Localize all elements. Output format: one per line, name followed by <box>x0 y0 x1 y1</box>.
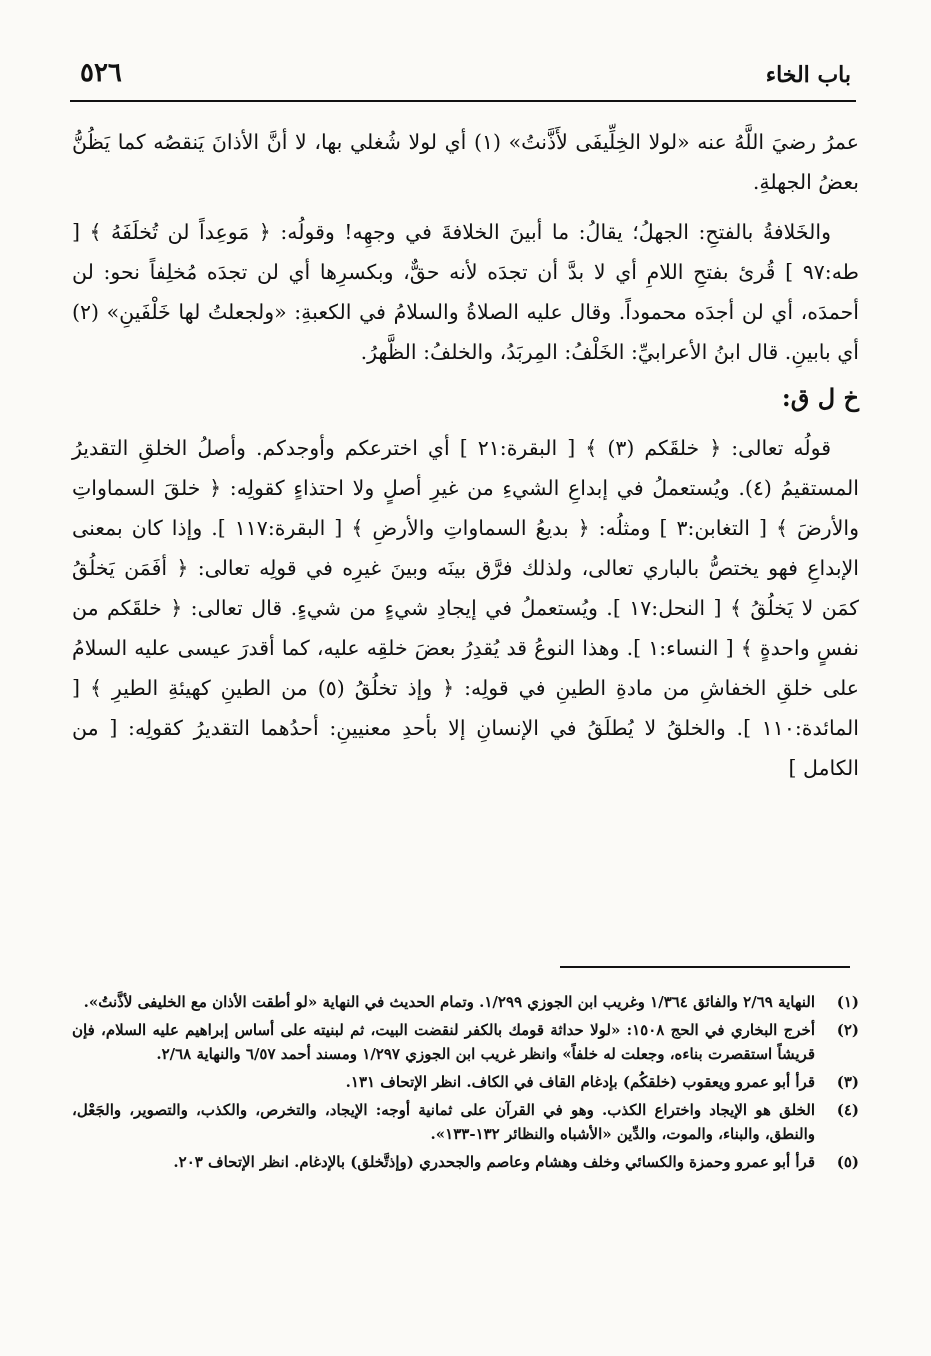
main-text <box>72 122 859 788</box>
paragraph-3: قولُه تعالى: ﴿ خلقَكم (٣) ﴾ [ البقرة:٢١ ] أي اخترعكم وأوجدكم. وأصلُ الخلقِ التقديرُ المستقيمُ (٤). ويُستعملُ في إبداعِ الشيءِ من غيرِ أصلٍ ولا احتذاءٍ كقولِه: ﴿ خلقَ السماواتِ والأرضَ ﴾ [ التغابن:٣ ] ومثلُه: ﴿ بديعُ السماواتِ والأرضِ ﴾ [ البقرة:١١٧ ]. وإذا كان بمعنى الإبداعِ فهو يختصُّ بالباري تعالى، ولذلك فرَّق بينَه وبينَ غيرِه في قولِه تعالى: ﴿ أفَمَن يَخلُقُ كمَن لا يَخلُقُ ﴾ [ النحل:١٧ ]. ويُستعملُ في إيجادِ شيءٍ من شيءٍ. قال تعالى: ﴿ خلقَكم من نفسٍ واحدةٍ ﴾ [ النساء:١ ]. وهذا النوعُ قد يُقدِرُ بعضَ خلقِه عليه، كما أقدرَ عيسى عليه السلامُ على خلقِ الخفاشِ من مادةِ الطينِ في قولِه: ﴿ وإذ تخلُقُ (٥) من الطينِ كهيئةِ الطيرِ ﴾ [ المائدة:١١٠ ]. والخلقُ لا يُطلَقُ في الإنسانِ إلا بأحدِ معنيينِ: أحدُهما التقديرُ كقولِه: [ من الكامل ] <box>72 436 860 780</box>
running-header <box>70 58 861 98</box>
footnote <box>72 990 859 1014</box>
footnote-number: (٢) <box>836 1021 859 1039</box>
page-number: ٥٢٦ <box>80 58 122 88</box>
footnote-text: قرأ أبو عمرو ويعقوب (خلقكُم) بإدغام القاف في الكاف. انظر الإتحاف ١٣١. <box>345 1073 815 1091</box>
paragraph-gap <box>72 202 859 212</box>
footnote-number: (٥) <box>836 1153 859 1171</box>
footnote-text: النهاية ٢/٦٩ والفائق ١/٣٦٤ وغريب ابن الجوزي ١/٢٩٩. وتمام الحديث في النهاية «لو أطقت الأذان مع الخليفى لأذَّنتُ». <box>83 993 815 1011</box>
paragraph-2: والخَلافةُ بالفتحِ: الجهلُ؛ يقالُ: ما أبينَ الخلافةَ في وجهِه! وقولُه: ﴿ مَوعِداً لن تُخلَفَهُ ﴾ [ طه:٩٧ ] قُرئ بفتحِ اللامِ أي لا بدَّ أن تجدَه لأنه حقٌّ، وبكسرِها أي لن تجدَه مُخلِفاً نحو: لن أحمدَه، أي لن أجدَه محموداً. وقال عليه الصلاةُ والسلامُ في الكعبةِ: «ولجعلتُ لها خَلْفَينِ» (٢) أي بابينِ. قال ابنُ الأعرابيِّ: الخَلْفُ: المِربَدُ، والخلفُ: الظَّهرُ. <box>72 220 859 364</box>
footnote-text: الخلق هو الإيجاد واختراع الكذب. وهو في القرآن على ثمانية أوجه: الإيجاد، والتخرص، والكذب، والتصوير، والجَعْل، والنطق، والبناء، والموت، والدِّين «الأشباه والنظائر ١٣٢-١٣٣». <box>72 1101 815 1143</box>
footnote <box>72 1018 859 1066</box>
footnote <box>72 1070 859 1094</box>
entry-heading: خ ل ق: <box>781 383 859 412</box>
paragraph-1: عمرُ رضيَ اللَّهُ عنه «لولا الخِلِّيفَى لأَذَّنتُ» (١) أي لولا شُغلي بها، لا أنَّ الأذانَ يَنقصُه كما يَظُنُّ بعضُ الجهلةِ. <box>72 130 860 194</box>
footnote-number: (٤) <box>836 1101 859 1119</box>
footnote-divider <box>560 966 850 968</box>
chapter-title: باب الخاء <box>765 62 851 88</box>
footnote-text: أخرج البخاري في الحج ١٥٠٨: «لولا حداثة قومك بالكفر لنقضت البيت، ثم لبنيته على أساس إبراهيم عليه السلام، فإن قريشاً استقصرت بناءه، وجعلت له خلفاً» وانظر غريب ابن الجوزي ١/٢٩٧ ومسند أحمد ٦/٥٧ والنهاية ٢/٦٨. <box>72 1021 815 1063</box>
footnote <box>72 1098 859 1146</box>
footnote-number: (٣) <box>836 1073 859 1091</box>
footnote <box>72 1150 859 1174</box>
footnote-text: قرأ أبو عمرو وحمزة والكسائي وخلف وهشام وعاصم والجحدري (وإذتَّخلق) بالإدغام. انظر الإتحاف ٢٠٣. <box>173 1153 815 1171</box>
footnote-number: (١) <box>836 993 859 1011</box>
header-divider <box>70 100 856 102</box>
footnotes <box>72 990 859 1178</box>
